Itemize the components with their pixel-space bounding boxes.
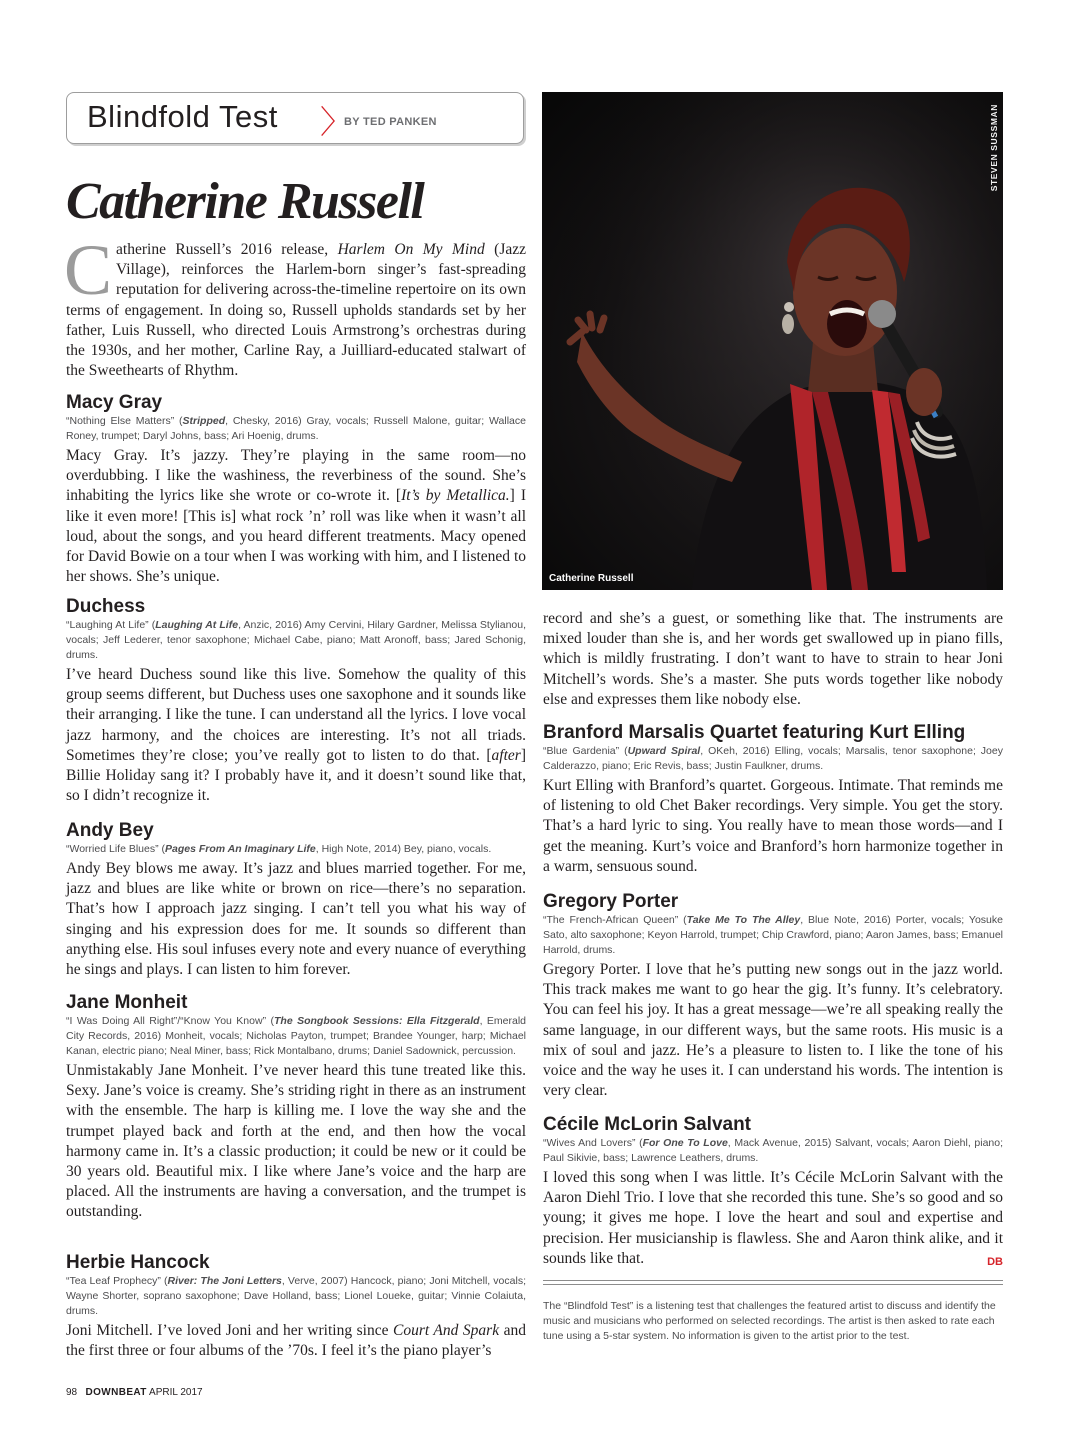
track-credits: “Worried Life Blues” (Pages From An Imaginary Life, High Note, 2014) Bey, piano, vocals.	[66, 843, 492, 855]
entry-comment: I loved this song when I was little. It’s Cécile McLorin Salvant with the Aaron Diehl Trio. I love that she recorded this tune. She’s so good and so young; it gives me hope. I love the heart and soul and expertise and precision. Her musicianship is flawless. She and Aaron think alike, and it sounds like that. DB	[543, 1168, 1003, 1269]
page-title: Catherine Russell	[66, 173, 424, 230]
section-header	[66, 92, 524, 144]
drop-cap: C	[64, 230, 113, 310]
artist-name: Andy Bey	[66, 820, 154, 841]
entry-jane-monheit	[66, 992, 526, 1223]
page-folio	[66, 1387, 203, 1398]
entry-comment: I’ve heard Duchess sound like this live. Somehow the quality of this group seems different, but Duchess uses one saxophone and it sounds like their arranging. I like the tune. I can understand all the lyrics. I love vocal jazz harmony, and the choices are interesting. It’s not all triads. Sometimes they’re close; you’ve really got to listen to do that. [after] Billie Holiday sang it? I probably have it, and it doesn’t sound like that, so I didn’t recognize it.	[66, 666, 526, 805]
issue-date: APRIL 2017	[149, 1387, 203, 1398]
artist-name: Duchess	[66, 596, 146, 617]
byline: BY TED PANKEN	[344, 116, 437, 128]
artist-name: Cécile McLorin Salvant	[543, 1114, 752, 1135]
track-credits: “Nothing Else Matters” (Stripped, Chesky, 2016) Gray, vocals; Russell Malone, guitar; Wallace Roney, trumpet; Daryl Johns, bass; Ari Hoenig, drums.	[66, 415, 526, 442]
artist-name: Gregory Porter	[543, 891, 679, 912]
page-number: 98	[66, 1387, 78, 1398]
publication-name: DOWNBEAT	[85, 1387, 147, 1398]
entry-comment-continued: record and she’s a guest, or something like that. The instruments are mixed louder than she is, and her words get swallowed up in piano fills, which is mildly frustrating. I don’t want to have to strain to hear Joni Mitchell’s words. She’s a master. She puts words together like nobody else and expresses them like nobody else.	[543, 610, 1003, 708]
entry-comment: Macy Gray. It’s jazzy. They’re playing in the same room—no overdubbing. I like the washiness, the reverbiness of the sound. She’s inhabiting the lyrics like she wrote or co-wrote it. [It’s by Metallica.] I like it even more! [This is] what rock ’n’ roll was like when it wasn’t all loud, about the songs, and you heard different treatments. Macy opened for David Bowie on a tour when I was working with him, and I listened to her shows. She’s unique.	[66, 447, 526, 586]
track-credits: “I Was Doing All Right”/“Know You Know” (The Songbook Sessions: Ella Fitzgerald, Emerald City Records, 2016) Monheit, vocals; Nicholas Payton, trumpet; Brandee Younger, harp; Michael Kanan, electric piano; Neal Miner, bass; Rick Montalbano, drums; Daniel Sadownick, percussion.	[66, 1015, 527, 1057]
intro-paragraph: Catherine Russell’s 2016 release, Harlem On My Mind (Jazz Village), reinforces the Harlem-born singer’s fast-spreading reputation for delivering across-the-timeline repertoire on its own terms of engagement. In doing so, Russell upholds standards set by her father, Luis Russell, who directed Louis Armstrong’s orchestras during the 1930s, and her mother, Carline Ray, a Juilliard-educated stalwart of the Sweethearts of Rhythm.	[64, 230, 527, 380]
entry-branford-marsalis	[543, 722, 1003, 877]
photo-caption: Catherine Russell	[549, 573, 634, 584]
entry-andy-bey	[66, 820, 526, 980]
intro	[64, 230, 527, 381]
entry-herbie-hancock-continued	[543, 609, 1003, 710]
artist-name: Jane Monheit	[66, 992, 188, 1013]
entry-comment: Joni Mitchell. I’ve loved Joni and her writing since Court And Spark and the first three or four albums of the ’70s. I feel it’s the piano player’s	[66, 1322, 526, 1360]
track-credits: “Blue Gardenia” (Upward Spiral, OKeh, 2016) Elling, vocals; Marsalis, tenor saxophone; Joey Calderazzo, piano; Eric Revis, bass; Justin Faulkner, drums.	[543, 745, 1003, 772]
photo-credit: STEVEN SUSSMAN	[989, 104, 999, 192]
footnote: The “Blindfold Test” is a listening test that challenges the featured artist to discuss and identify the music and musicians who performed on selected recordings. The artist is then asked to rate each tune using a 5-star system. No information is given to the artist prior to the test.	[543, 1300, 996, 1342]
artist-name: Herbie Hancock	[66, 1252, 210, 1273]
entry-comment: Andy Bey blows me away. It’s jazz and blues married together. For me, jazz and blues are like white or brown on rice—there’s no separation. That’s how I approach jazz singing. I can’t tell you what his way of singing and his expression does for me. It sounds so different than anything else. His soul infuses every note and every nuance of everything he sings and plays. I can listen to him forever.	[66, 860, 526, 979]
artist-photo	[542, 92, 1003, 590]
divider	[543, 1280, 1003, 1285]
entry-macy-gray	[66, 392, 526, 587]
artist-name: Macy Gray	[66, 392, 163, 413]
entry-comment: Gregory Porter. I love that he’s putting new songs out in the jazz world. This track makes me want to go hear the gig. It’s funny. It’s celebratory. You can feel his joy. It has a great message—we’re all speaking really the same language, in our different ways, but the same roots. His music is a mix of soul and jazz. He’s a pleasure to listen to. I like the tone of his voice and the way he uses it. I can understand his words. The intention is very clear.	[543, 961, 1003, 1100]
entry-cecile-mclorin-salvant	[543, 1114, 1003, 1272]
chevron-right-icon: 〉	[320, 104, 353, 140]
track-credits: “Wives And Lovers” (For One To Love, Mack Avenue, 2015) Salvant, vocals; Aaron Diehl, piano; Paul Sikivie, bass; Lawrence Leathers, drums.	[543, 1137, 1004, 1164]
entry-duchess	[66, 596, 526, 806]
entry-herbie-hancock	[66, 1252, 526, 1361]
entry-gregory-porter	[543, 891, 1003, 1101]
track-credits: “Tea Leaf Prophecy” (River: The Joni Letters, Verve, 2007) Hancock, piano; Joni Mitchell, vocals; Wayne Shorter, soprano saxophone; Dave Holland, bass; Lionel Loueke, guitar; Vinnie Colaiuta, drums.	[66, 1275, 526, 1317]
track-credits: “The French-African Queen” (Take Me To The Alley, Blue Note, 2016) Porter, vocals; Yosuke Sato, alto saxophone; Keyon Harrold, trumpet; Chip Crawford, piano; Aaron James, bass; Emanuel Harrold, drums.	[543, 914, 1003, 956]
singer-illustration	[542, 92, 1003, 590]
section-title: Blindfold Test	[87, 99, 278, 134]
artist-name: Branford Marsalis Quartet featuring Kurt Elling	[543, 722, 966, 743]
entry-comment: Kurt Elling with Branford’s quartet. Gorgeous. Intimate. That reminds me of listening to old Chet Baker recordings. Very simple. You get the story. That’s a hard lyric to sing. You really have to mean those words—and I get the meaning. Kurt’s voice and Branford’s horn harmonize together in a warm, sensuous sound.	[543, 777, 1003, 875]
track-credits: “Laughing At Life” (Laughing At Life, Anzic, 2016) Amy Cervini, Hilary Gardner, Melissa Stylianou, vocals; Jeff Lederer, tenor saxophone; Michael Cabe, piano; Matt Aronoff, bass; Jared Schonig, drums.	[66, 619, 527, 661]
entry-comment: Unmistakably Jane Monheit. I’ve never heard this tune treated like this. Sexy. Jane’s voice is creamy. She’s striding right in there as an instrument with the ensemble. The harp is killing me. I love the way she and the trumpet played back and forth at the end, and then how the vocal harmony came in. It’s a classic production; it could be new or it could be 30 years old. Beautiful mix. I like where Jane’s voice and the harp are placed. All the instruments are having a conversation, and the trumpet is outstanding.	[66, 1062, 526, 1221]
end-mark: DB	[987, 1255, 1003, 1268]
